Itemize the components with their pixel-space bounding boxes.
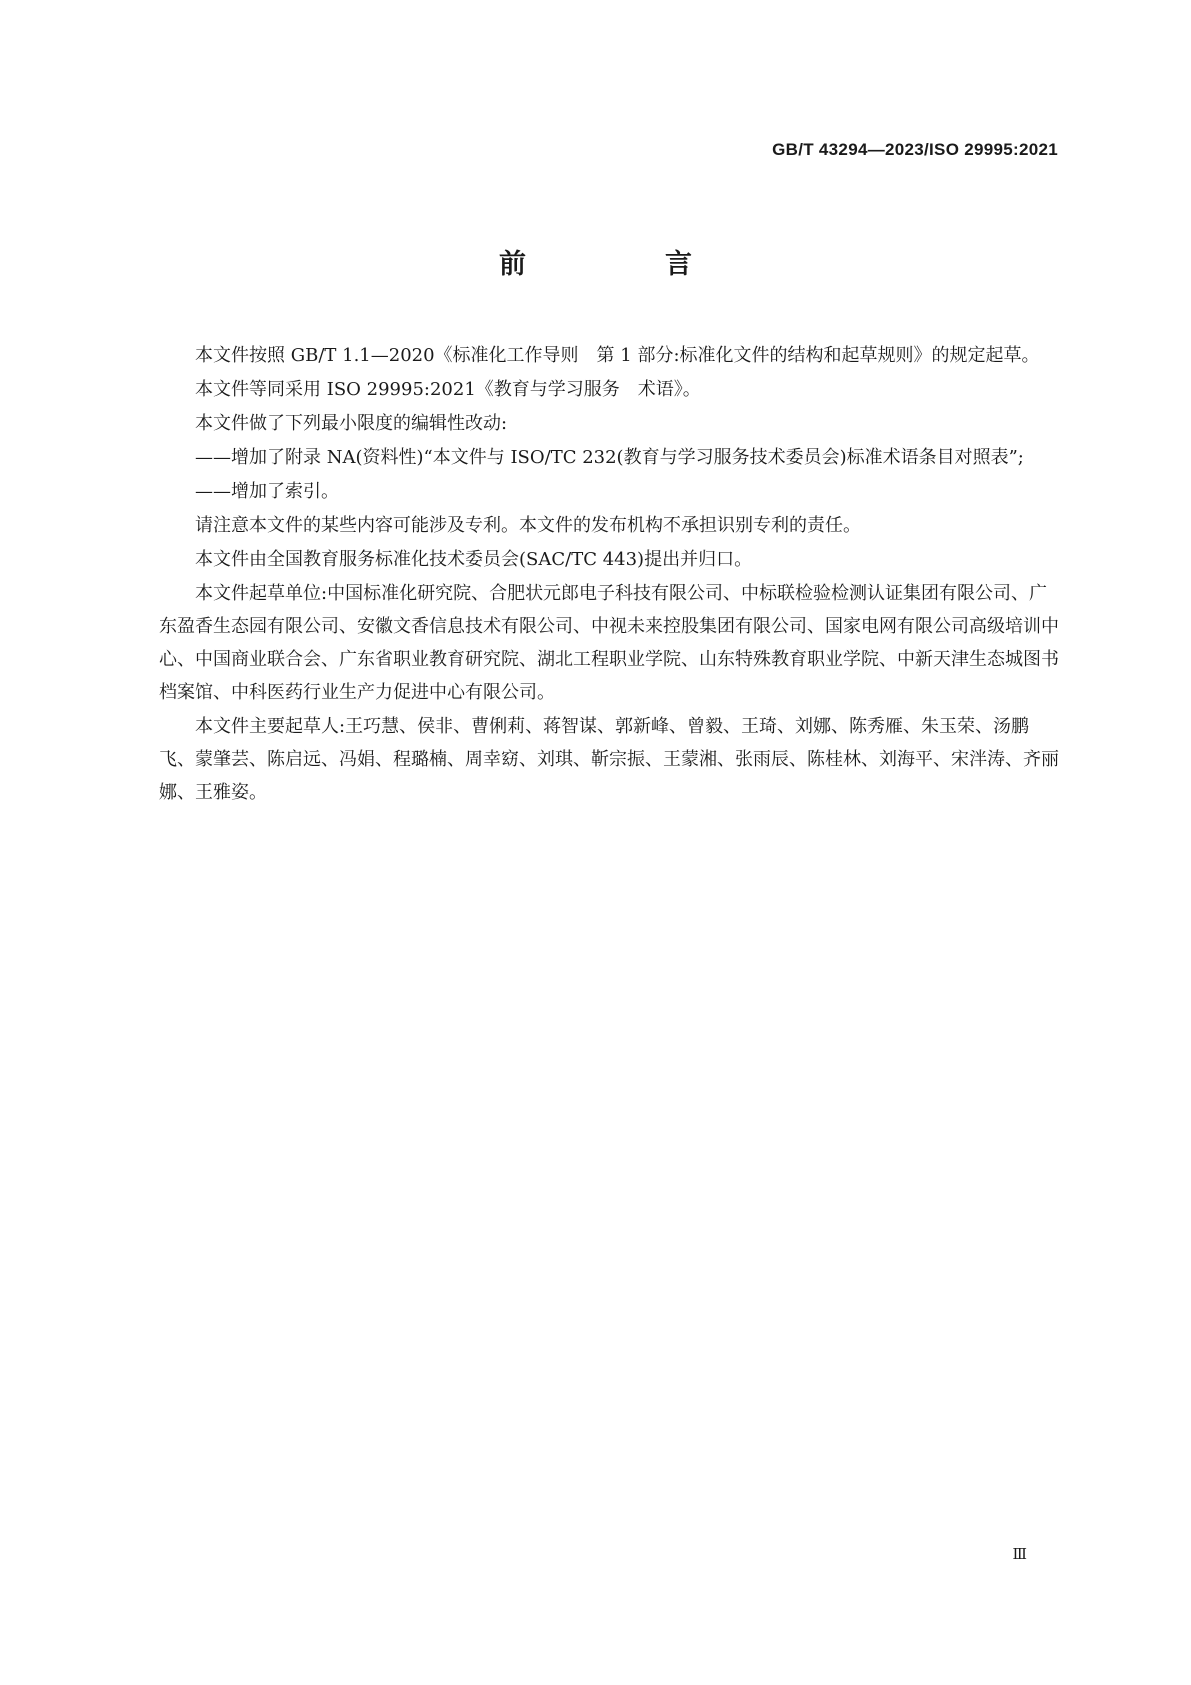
list-dash: —— xyxy=(195,447,231,468)
foreword-body xyxy=(159,339,1059,810)
list-dash: —— xyxy=(195,481,231,502)
page-number: Ⅲ xyxy=(1012,1545,1027,1563)
document-code: GB/T 43294—2023/ISO 29995:2021 xyxy=(772,140,1058,159)
paragraph-patent-notice: 请注意本文件的某些内容可能涉及专利。本文件的发布机构不承担识别专利的责任。 xyxy=(195,515,861,536)
paragraph-drafting-units: 本文件起草单位:中国标准化研究院、合肥状元郎电子科技有限公司、中标联检验检测认证集团有限公司、广东盈香生态园有限公司、安徽文香信息技术有限公司、中视未来控股集团有限公司、国家电网有限公司高级培训中心、中国商业联合会、广东省职业教育研究院、湖北工程职业学院、山东特殊教育职业学院、中新天津生态城图书档案馆、中科医药行业生产力促进中心有限公司。 xyxy=(159,583,1059,703)
list-item-index xyxy=(159,475,1059,508)
page-title: 前 言 xyxy=(499,249,748,280)
list-item-text: 增加了索引。 xyxy=(231,481,339,502)
paragraph-proposer: 本文件由全国教育服务标准化技术委员会(SAC/TC 443)提出并归口。 xyxy=(195,549,753,570)
paragraph-editorial-changes: 本文件做了下列最小限度的编辑性改动: xyxy=(195,413,508,434)
paragraph-adoption: 本文件等同采用 ISO 29995:2021《教育与学习服务 术语》。 xyxy=(195,379,701,400)
list-item-annex xyxy=(159,441,1059,474)
paragraph-drafting-rules: 本文件按照 GB/T 1.1—2020《标准化工作导则 第 1 部分:标准化文件的结构和起草规则》的规定起草。 xyxy=(195,345,1040,366)
paragraph-drafters: 本文件主要起草人:王巧慧、侯非、曹俐莉、蒋智谋、郭新峰、曾毅、王琦、刘娜、陈秀雁、朱玉荣、汤鹏飞、蒙肇芸、陈启远、冯娟、程璐楠、周幸窈、刘琪、靳宗振、王蒙湘、张雨辰、陈桂林、刘海平、宋泮涛、齐丽娜、王雅姿。 xyxy=(159,716,1059,803)
list-item-text: 增加了附录 NA(资料性)“本文件与 ISO/TC 232(教育与学习服务技术委员会)标准术语条目对照表”; xyxy=(231,447,1024,468)
